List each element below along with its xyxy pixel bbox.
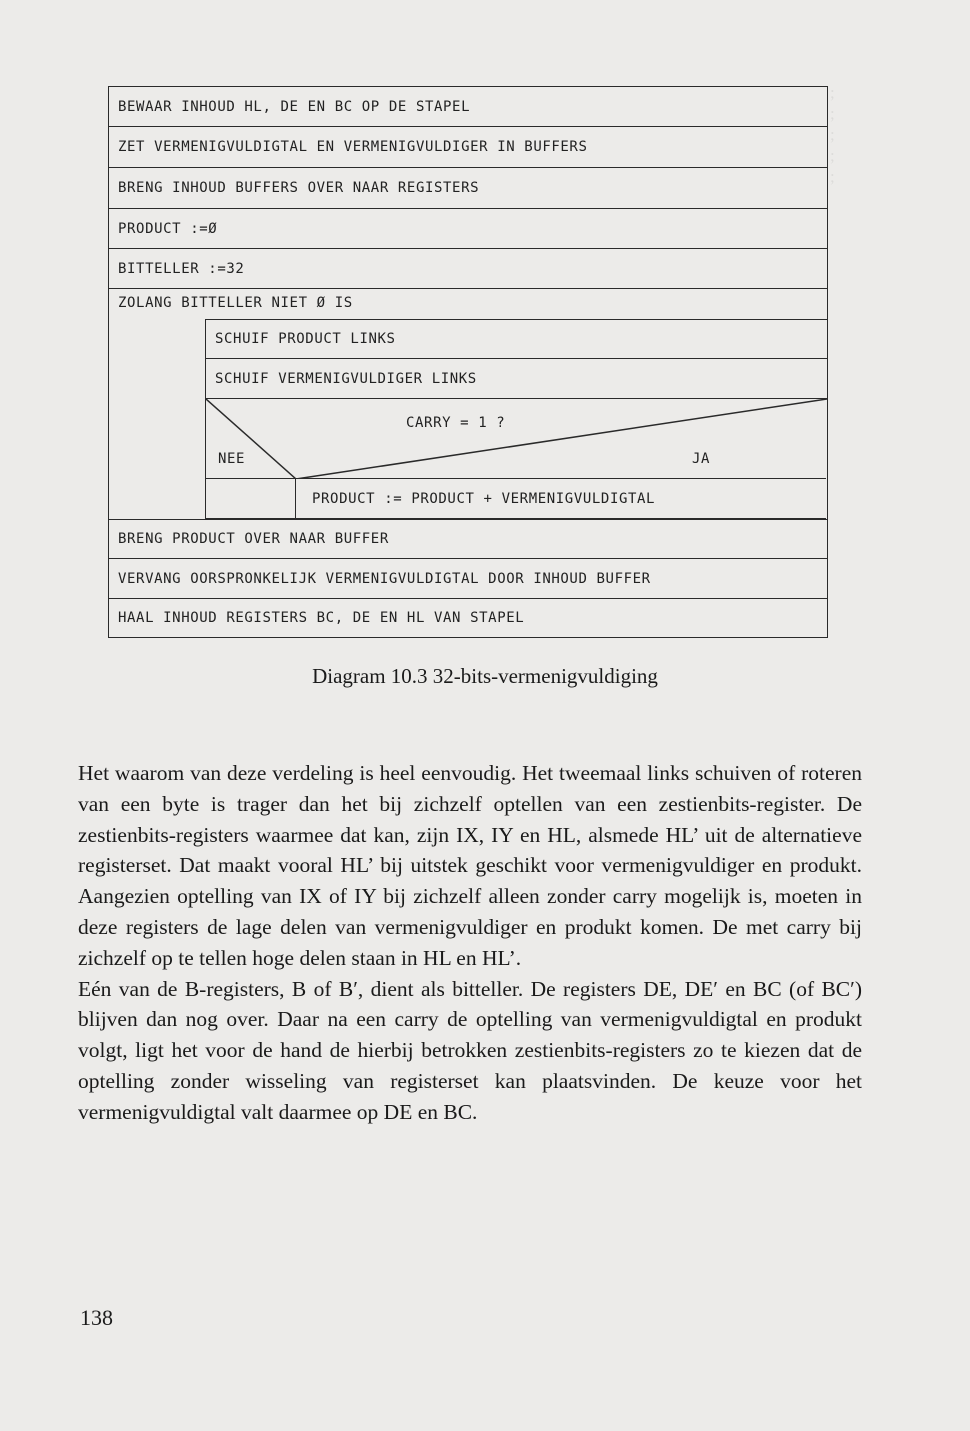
step-bitteller-init: BITTELLER :=32 xyxy=(109,249,827,289)
step-restore-registers: HAAL INHOUD REGISTERS BC, DE EN HL VAN STAPEL xyxy=(118,610,525,626)
body-text xyxy=(78,758,862,1128)
bleed-through-table xyxy=(560,1150,564,1182)
step-product-to-buffer: BRENG PRODUCT OVER NAAR BUFFER xyxy=(109,519,827,559)
bleed-through-top: ; ; ; ; ; xyxy=(830,83,835,186)
paragraph: Eén van de B-registers, B of B′, dient als bitteller. De registers DE, DE′ en BC (of BC′) blijven dan nog over. Daar na een carry de optelling van vermenigvuldigtal en produkt volgt, ligt het voor de hand de hierbij betrokken zestienbits-registers zo te kiezen dat de optelling zonder wisseling van registerset kan plaatsvinden. De keuze voor het vermenigvuldigtal valt daarmee op DE en BC. xyxy=(78,976,862,1124)
step-set-buffers: ZET VERMENIGVULDIGTAL EN VERMENIGVULDIGER IN BUFFERS xyxy=(109,127,827,168)
step-add-multiplicand: PRODUCT := PRODUCT + VERMENIGVULDIGTAL xyxy=(295,479,826,519)
diagram-caption: Diagram 10.3 32-bits-vermenigvuldiging xyxy=(312,664,658,688)
decision-lines xyxy=(206,399,827,479)
decision-yes-label: JA xyxy=(692,451,711,467)
structure-diagram xyxy=(108,86,828,638)
step-shift-product: SCHUIF PRODUCT LINKS xyxy=(205,319,827,359)
decision-no-label: NEE xyxy=(218,451,246,467)
decision-block xyxy=(205,399,826,479)
no-branch-empty xyxy=(205,479,295,519)
step-load-registers: BRENG INHOUD BUFFERS OVER NAAR REGISTERS xyxy=(109,168,827,209)
loop-condition: ZOLANG BITTELLER NIET Ø IS xyxy=(118,295,353,311)
step-shift-multiplier: SCHUIF VERMENIGVULDIGER LINKS xyxy=(205,359,827,399)
bleed-through-heading xyxy=(580,700,587,731)
step-save-registers: BEWAAR INHOUD HL, DE EN BC OP DE STAPEL xyxy=(109,87,827,127)
page-number: 138 xyxy=(80,1305,113,1330)
decision-condition: CARRY = 1 ? xyxy=(406,415,506,431)
step-replace-multiplicand: VERVANG OORSPRONKELIJK VERMENIGVULDIGTAL DOOR INHOUD BUFFER xyxy=(109,559,827,599)
step-product-zero: PRODUCT :=Ø xyxy=(109,209,827,249)
paragraph: Het waarom van deze verdeling is heel eenvoudig. Het tweemaal links schuiven of roteren van een byte is trager dan het bij zichzelf optellen van een zestienbits-register. De zestienbits-registers waarmee dat kan, zijn IX, IY en HL, alsmede HL’ uit de alternatieve registerset. Dat maakt vooral HL’ bij uitstek geschikt voor vermenigvuldiger en produkt. Aangezien optelling van IX of IY bij zichzelf alleen zonder carry mogelijk is, moeten in deze registers de lage delen van vermenigvuldiger en produkt komen. De met carry bij zichzelf op te tellen hoge delen staan in HL en HL’. xyxy=(78,761,862,970)
